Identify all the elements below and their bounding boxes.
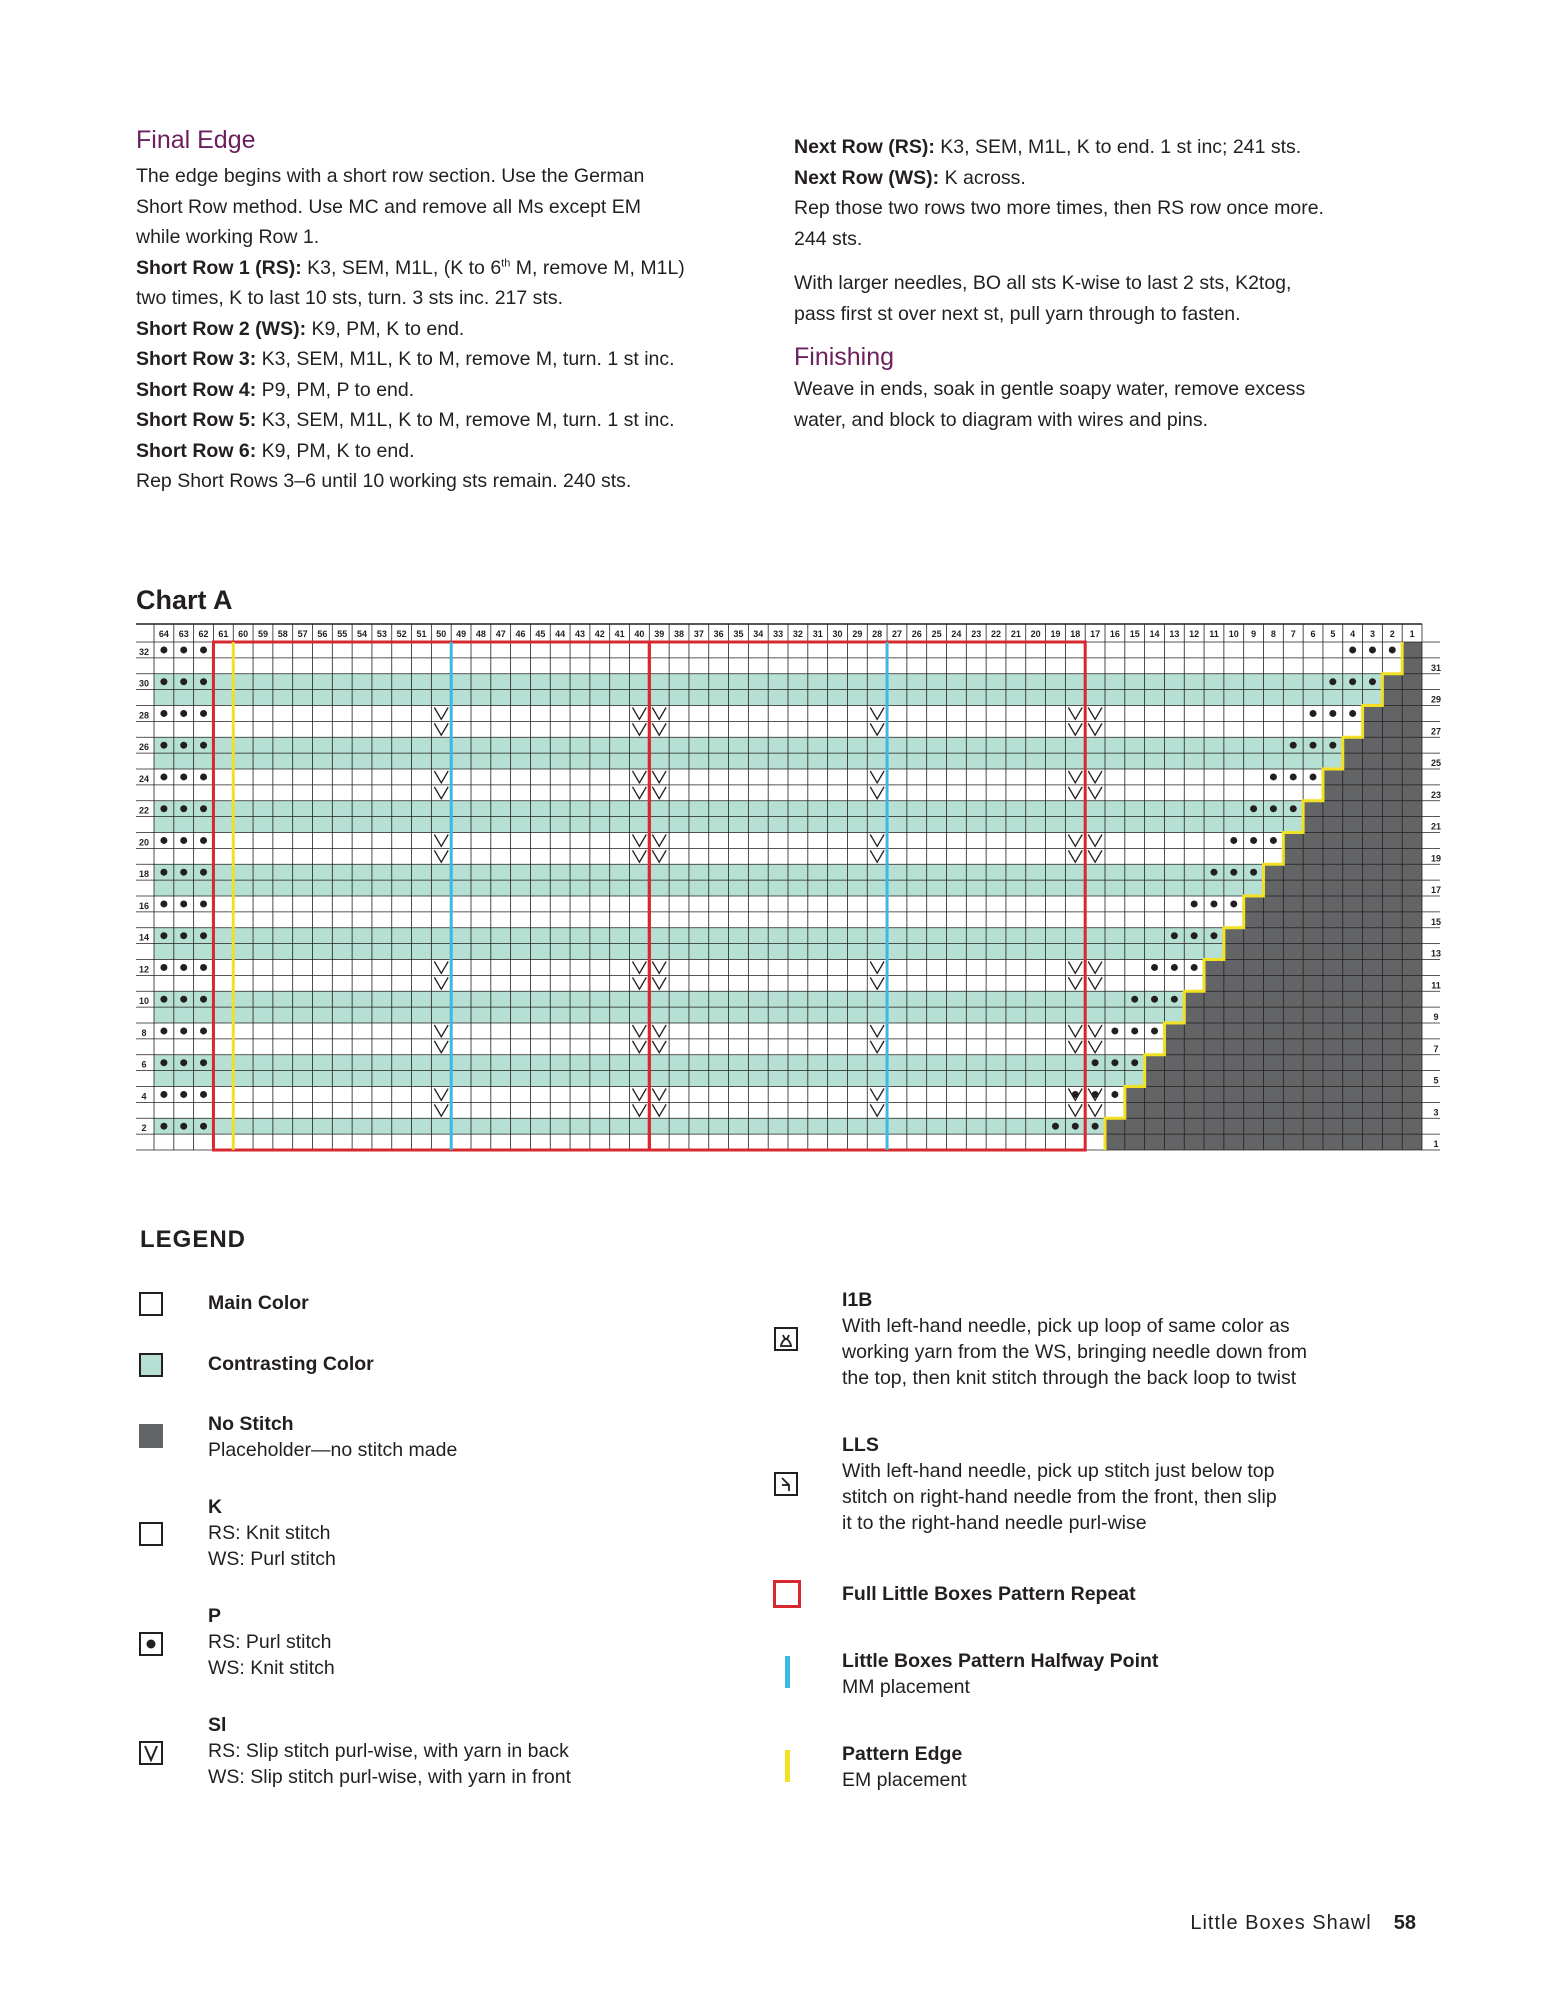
column-number: 7 [1290,629,1296,639]
column-number: 48 [475,629,486,639]
i1b-swatch [774,1327,798,1351]
column-number: 2 [1389,629,1395,639]
purl-dot [180,900,187,907]
column-number: 38 [674,629,685,639]
purl-dot [1131,1059,1138,1066]
purl-dot [1052,1123,1059,1130]
column-number: 54 [357,629,368,639]
purl-dot [1250,837,1257,844]
main-color-swatch [139,1292,163,1316]
short-row-4: Short Row 4: P9, PM, P to end. [136,378,415,401]
purl-dot [1349,678,1356,685]
purl-dot [160,869,167,876]
purl-dot [160,742,167,749]
column-number: 12 [1189,629,1200,639]
purl-dot [200,773,207,780]
purl-dot [1270,773,1277,780]
legend-title: LEGEND [140,1226,247,1253]
column-number: 47 [495,629,506,639]
purl-dot [1389,646,1396,653]
chart-title: Chart A [136,585,233,615]
short-row-1: Short Row 1 (RS): K3, SEM, M1L, (K to 6th M, remove M, M1L) [136,256,685,279]
column-number: 13 [1169,629,1180,639]
row-number-left: 20 [138,837,150,848]
purl-dot [180,932,187,939]
column-number: 1 [1409,629,1415,639]
edge-line-swatch [785,1750,790,1782]
column-number: 26 [911,629,922,639]
purl-dot [1151,996,1158,1003]
intro-line: Short Row method. Use MC and remove all Ms except EM [136,195,642,218]
column-number: 4 [1350,629,1356,639]
row-number-left: 12 [138,964,150,975]
purl-dot [200,869,207,876]
purl-dot [1210,869,1217,876]
purl-dot [1111,1059,1118,1066]
column-number: 28 [872,629,883,639]
column-number: 17 [1090,629,1101,639]
column-number: 31 [812,629,823,639]
purl-dot [1349,646,1356,653]
purl-dot [1230,900,1237,907]
purl-dot [160,837,167,844]
row-number-left: 22 [138,805,150,816]
intro-line: while working Row 1. [136,226,320,248]
row-number-right: 23 [1430,789,1442,800]
bind-off-line: pass first st over next st, pull yarn through to fasten. [794,302,1241,325]
row-number-left: 24 [138,773,150,784]
legend-no-stitch: No Stitch Placeholder—no stitch made [208,1413,458,1461]
column-number: 56 [317,629,328,639]
purl-dot [180,1123,187,1130]
purl-dot [1092,1123,1099,1130]
column-number: 41 [614,629,625,639]
purl-dot [180,1027,187,1034]
purl-dot [180,1091,187,1098]
purl-dot [180,1059,187,1066]
column-number: 15 [1129,629,1140,639]
purl-dot [160,773,167,780]
row-number-right: 9 [1433,1012,1439,1022]
column-number: 51 [416,629,427,639]
row-number-right: 13 [1430,948,1442,959]
column-number: 58 [277,629,288,639]
no-stitch-cell [1323,785,1422,801]
column-number: 59 [257,629,268,639]
column-number: 16 [1109,629,1120,639]
row-number-left: 6 [141,1059,147,1070]
column-number: 3 [1369,629,1375,639]
row-number-right: 21 [1430,821,1442,832]
column-number: 27 [891,629,902,639]
row-number-left: 28 [138,710,150,721]
column-number: 8 [1270,629,1276,639]
no-stitch-cell [1164,1023,1422,1039]
purl-dot [160,1027,167,1034]
column-number: 61 [218,629,229,639]
purl-dot [1072,1123,1079,1130]
final-edge-title: Final Edge [136,126,256,154]
column-number: 55 [337,629,348,639]
legend-contrast-color: Contrasting Color [208,1353,374,1375]
no-stitch-cell [1402,642,1422,658]
purl-dot [160,710,167,717]
column-number: 25 [931,629,942,639]
row-number-right: 17 [1430,885,1442,895]
finishing-line: Weave in ends, soak in gentle soapy water, remove excess [794,378,1306,400]
purl-dot [160,678,167,685]
purl-dot [1310,742,1317,749]
lls-icon [776,1474,796,1494]
purl-dot [1210,932,1217,939]
row-number-right: 27 [1430,726,1442,737]
row-number-right: 1 [1433,1139,1439,1149]
column-number: 21 [1010,629,1021,639]
purl-dot [1290,805,1297,812]
legend-lls: LLS With left-hand needle, pick up stitch just below top stitch on right-hand needle from the front, then slip it to the right-hand needle purl-wise [842,1434,1277,1534]
purl-dot [200,1059,207,1066]
row-number-left: 2 [141,1123,147,1134]
row-number-left: 30 [138,678,150,689]
column-number: 34 [753,629,764,639]
purl-dot [180,742,187,749]
short-row-3: Short Row 3: K3, SEM, M1L, K to M, remove M, turn. 1 st inc. [136,348,675,370]
column-number: 9 [1251,629,1257,639]
purl-dot [180,773,187,780]
no-stitch-cell [1125,1087,1422,1103]
legend-purl: P RS: Purl stitch WS: Knit stitch [208,1605,335,1679]
purl-dot [200,710,207,717]
column-number: 14 [1149,629,1160,639]
purl-dot [1369,678,1376,685]
repeat-line: Rep those two rows two more times, then RS row once more. [794,197,1324,219]
purl-dot [160,964,167,971]
purl-dot [1191,932,1198,939]
column-number: 33 [773,629,784,639]
column-number: 49 [456,629,467,639]
column-number: 60 [238,629,249,639]
contrast-color-swatch [139,1353,163,1377]
row-number-right: 5 [1433,1075,1439,1086]
page-number: 58 [1393,1912,1416,1934]
intro-line: The edge begins with a short row section. Use the German [136,165,645,187]
legend-full-repeat: Full Little Boxes Pattern Repeat [842,1583,1136,1605]
column-number: 35 [733,629,744,639]
column-number: 32 [792,629,803,639]
purl-dot [1329,710,1336,717]
no-stitch-cell [1323,769,1422,785]
purl-dot [1250,805,1257,812]
purl-dot [200,646,207,653]
short-row-6: Short Row 6: K9, PM, K to end. [136,439,415,462]
finishing-title: Finishing [794,343,895,371]
slip-swatch [139,1741,163,1765]
column-number: 57 [297,629,308,639]
purl-dot [180,646,187,653]
purl-dot [1092,1059,1099,1066]
row-number-right: 15 [1430,916,1442,927]
purl-dot [1290,742,1297,749]
purl-dot [180,837,187,844]
column-number: 43 [574,629,585,639]
i1b-twist-icon [776,1329,796,1349]
short-row-2: Short Row 2 (WS): K9, PM, K to end. [136,317,465,340]
repeat-swatch [773,1580,801,1608]
column-number: 63 [178,629,189,639]
no-stitch-cell [1283,848,1422,864]
purl-dot [180,805,187,812]
no-stitch-cell [1244,912,1422,928]
column-number: 6 [1310,629,1316,639]
row-number-right: 29 [1430,694,1442,705]
column-number: 46 [515,629,526,639]
row-number-right: 31 [1430,662,1442,673]
column-number: 23 [971,629,982,639]
column-number: 22 [991,629,1002,639]
column-number: 40 [634,629,645,639]
column-number: 11 [1209,629,1219,639]
purl-dot [1191,964,1198,971]
no-stitch-cell [1283,833,1422,849]
purl-dot [1151,964,1158,971]
bind-off-line: With larger needles, BO all sts K-wise to last 2 sts, K2tog, [794,272,1292,294]
lls-swatch [774,1472,798,1496]
purl-dot [1230,837,1237,844]
purl-dot [200,900,207,907]
column-number: 29 [852,629,863,639]
purl-dot [180,678,187,685]
legend-halfway: Little Boxes Pattern Halfway Point MM placement [842,1650,1159,1698]
purl-dot [200,1123,207,1130]
purl-dot [1151,1027,1158,1034]
purl-dot [1210,900,1217,907]
row-number-right: 11 [1431,980,1441,991]
purl-dot [200,996,207,1003]
row-number-right: 25 [1430,758,1442,768]
page-footer [1190,1912,1416,1935]
column-number: 50 [436,629,447,639]
purl-dot [1131,996,1138,1003]
legend-main-color: Main Color [208,1292,309,1314]
row-number-left: 8 [141,1027,147,1038]
column-number: 45 [535,629,546,639]
purl-dot [1329,742,1336,749]
row-number-left: 10 [138,996,150,1007]
legend-edge: Pattern Edge EM placement [842,1743,967,1791]
column-number: 19 [1050,629,1061,639]
purl-dot [1230,869,1237,876]
purl-dot [160,646,167,653]
purl-dot [200,742,207,749]
legend-knit: K RS: Knit stitch WS: Purl stitch [208,1496,336,1570]
no-stitch-cell [1125,1102,1422,1118]
purl-dot [160,1123,167,1130]
column-number: 30 [832,629,843,639]
purl-dot [1250,869,1257,876]
purl-dot [1131,1027,1138,1034]
column-number: 39 [654,629,665,639]
row-number-left: 4 [141,1091,147,1102]
short-row-5: Short Row 5: K3, SEM, M1L, K to M, remove M, turn. 1 st inc. [136,409,675,431]
purl-dot [1290,773,1297,780]
purl-dot [180,710,187,717]
purl-dot [1270,805,1277,812]
purl-dot [1310,773,1317,780]
slip-v-icon [141,1743,161,1763]
purl-dot [160,996,167,1003]
purl-dot [160,900,167,907]
no-stitch-swatch [139,1424,163,1448]
purl-dot [1111,1027,1118,1034]
column-number: 64 [158,629,169,639]
no-stitch-cell [1402,658,1422,674]
purl-dot-icon [141,1634,161,1654]
purl-dot [1171,996,1178,1003]
no-stitch-cell [1204,975,1422,991]
next-row-ws: Next Row (WS): K across. [794,166,1026,189]
no-stitch-cell [1244,896,1422,912]
column-number: 10 [1228,629,1239,639]
purl-dot [1369,646,1376,653]
purl-dot [200,805,207,812]
legend-i1b: I1B With left-hand needle, pick up loop of same color as working yarn from the WS, bringing needle down from the top, then knit stitch through the back loop to twist [842,1289,1307,1389]
row-number-left: 16 [138,900,150,911]
row-number-right: 3 [1433,1107,1439,1118]
column-number: 24 [951,629,962,639]
purl-dot [200,964,207,971]
row-number-left: 14 [138,932,150,943]
column-number: 18 [1070,629,1081,639]
purl-dot [1310,710,1317,717]
purl-dot [160,1059,167,1066]
purl-dot [200,932,207,939]
purl-dot [1111,1091,1118,1098]
column-number: 62 [198,629,209,639]
next-row-rs: Next Row (RS): K3, SEM, M1L, K to end. 1 st inc; 241 sts. [794,136,1302,158]
stitch-count: 244 sts. [794,227,863,250]
halfway-line-swatch [785,1656,790,1688]
row-number-right: 19 [1430,853,1442,864]
purl-dot [1349,710,1356,717]
no-stitch-cell [1363,706,1422,722]
purl-dot [200,678,207,685]
row-number-right: 7 [1433,1043,1439,1054]
row-number-left: 18 [138,869,150,880]
no-stitch-cell [1204,960,1422,976]
column-number: 37 [693,629,704,639]
finishing-line: water, and block to diagram with wires and pins. [794,408,1209,431]
purl-dot [1171,964,1178,971]
purl-dot [1270,837,1277,844]
purl-swatch [139,1632,163,1656]
purl-dot [200,1027,207,1034]
purl-dot [160,805,167,812]
column-number: 52 [396,629,407,639]
purl-dot [1171,932,1178,939]
column-number: 20 [1030,629,1041,639]
purl-dot [1329,678,1336,685]
column-number: 42 [594,629,605,639]
no-stitch-cell [1164,1039,1422,1055]
no-stitch-cell [1363,721,1422,737]
purl-dot [200,837,207,844]
row-number-left: 32 [138,646,150,657]
purl-dot [180,964,187,971]
purl-dot [180,869,187,876]
purl-dot [160,1091,167,1098]
column-number: 5 [1330,629,1336,639]
row-number-left: 26 [138,742,150,753]
short-row-repeat: Rep Short Rows 3–6 until 10 working sts remain. 240 sts. [136,470,632,492]
column-number: 44 [555,629,566,639]
column-number: 36 [713,629,724,639]
knit-swatch [139,1522,163,1546]
column-number: 53 [376,629,387,639]
purl-dot [160,932,167,939]
footer-title: Little Boxes Shawl [1190,1912,1372,1934]
purl-dot [200,1091,207,1098]
purl-dot [180,996,187,1003]
short-row-1-cont: two times, K to last 10 sts, turn. 3 sts inc. 217 sts. [136,287,564,309]
purl-dot [1191,900,1198,907]
legend-slip: Sl RS: Slip stitch purl-wise, with yarn in back WS: Slip stitch purl-wise, with yarn in front [208,1714,572,1788]
